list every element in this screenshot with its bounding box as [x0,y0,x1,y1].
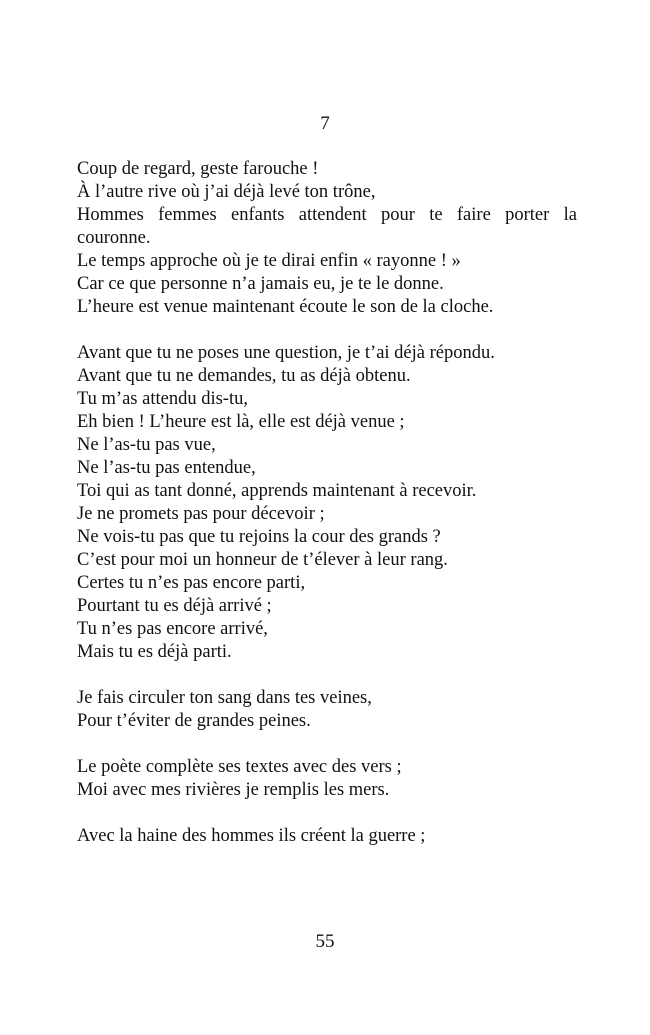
poem-line: Toi qui as tant donné, apprends maintenant à recevoir. [77,481,477,501]
page-number: 55 [315,931,335,952]
poem-line: Moi avec mes rivières je remplis les mers. [77,780,390,800]
poem-line: Ne vois-tu pas que tu rejoins la cour des grands ? [77,527,441,547]
poem-line: Tu n’es pas encore arrivé, [77,619,268,639]
poem-line: Mais tu es déjà parti. [77,642,232,662]
stanza [77,342,577,664]
poem-line: C’est pour moi un honneur de t’élever à leur rang. [77,550,448,570]
poem-line: Car ce que personne n’a jamais eu, je te le donne. [77,274,444,294]
poem-line: Hommes femmes enfants attendent pour te faire porter la [77,205,577,225]
chapter-number: 7 [320,113,330,134]
poem-body [77,158,577,848]
poem-line: À l’autre rive où j’ai déjà levé ton trône, [77,182,376,202]
stanza [77,687,577,733]
poem-line: Eh bien ! L’heure est là, elle est déjà venue ; [77,412,405,432]
poem-line: Avec la haine des hommes ils créent la guerre ; [77,826,426,846]
poem-line: Pour t’éviter de grandes peines. [77,711,311,731]
poem-line: Je fais circuler ton sang dans tes veines, [77,688,372,708]
poem-line: Ne l’as-tu pas vue, [77,435,216,455]
poem-line: Coup de regard, geste farouche ! [77,159,319,179]
poem-line: Tu m’as attendu dis-tu, [77,389,248,409]
poem-line: Le poète complète ses textes avec des vers ; [77,757,402,777]
stanza [77,825,577,848]
poem-line: Le temps approche où je te dirai enfin « rayonne ! » [77,251,461,271]
poem-line: Avant que tu ne poses une question, je t’ai déjà répondu. [77,343,495,363]
poem-line: Certes tu n’es pas encore parti, [77,573,306,593]
poem-line: Je ne promets pas pour décevoir ; [77,504,325,524]
poem-line: Ne l’as-tu pas entendue, [77,458,256,478]
stanza [77,756,577,802]
stanza [77,158,577,319]
poem-line: L’heure est venue maintenant écoute le son de la cloche. [77,297,494,317]
poem-line: Avant que tu ne demandes, tu as déjà obtenu. [77,366,411,386]
poem-line: Pourtant tu es déjà arrivé ; [77,596,272,616]
poem-line: couronne. [77,228,151,248]
